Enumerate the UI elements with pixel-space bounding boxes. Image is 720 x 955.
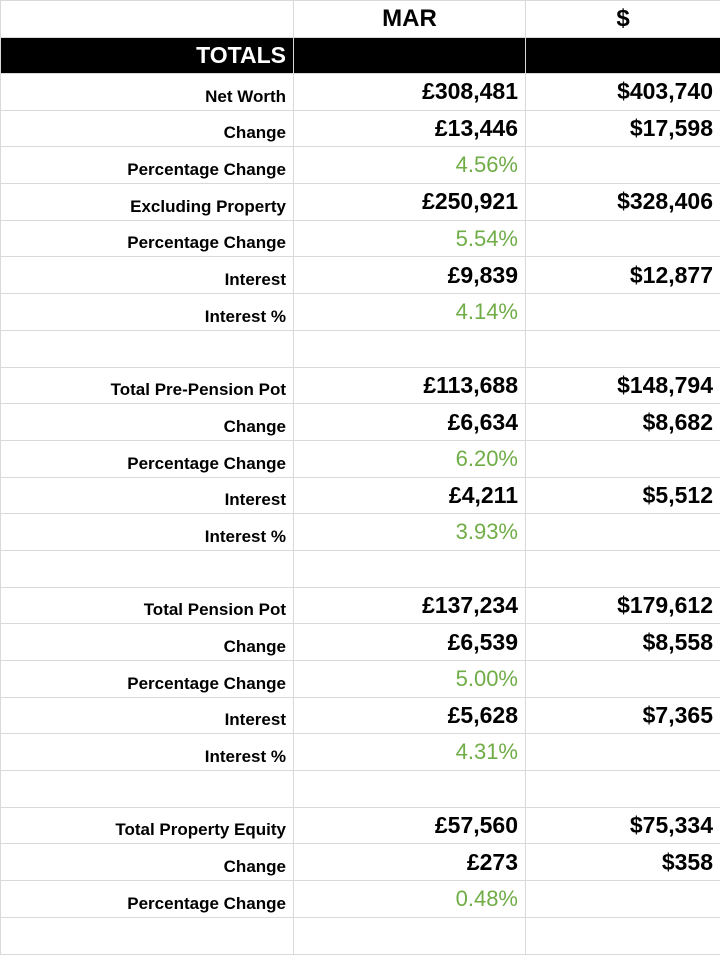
row-label-cell[interactable]: Interest	[1, 257, 294, 294]
header-month-cell[interactable]: MAR	[294, 1, 526, 38]
row-label-cell[interactable]: Percentage Change	[1, 147, 294, 184]
usd-value-cell[interactable]: $403,740	[526, 74, 720, 111]
gbp-value-cell[interactable]: £9,839	[294, 257, 526, 294]
gbp-percent-cell[interactable]: 4.14%	[294, 294, 526, 331]
usd-value-cell[interactable]	[526, 330, 720, 367]
usd-value-cell[interactable]	[526, 661, 720, 698]
table-row	[1, 257, 720, 294]
usd-value-cell[interactable]: $179,612	[526, 587, 720, 624]
blank-row	[1, 771, 720, 808]
gbp-value-cell[interactable]: £57,560	[294, 807, 526, 844]
gbp-percent-cell[interactable]: 4.56%	[294, 147, 526, 184]
gbp-value-cell[interactable]: £137,234	[294, 587, 526, 624]
gbp-value-cell[interactable]: £308,481	[294, 74, 526, 111]
table-row	[1, 697, 720, 734]
table-row	[1, 404, 720, 441]
table-row	[1, 367, 720, 404]
usd-value-cell[interactable]: $7,365	[526, 697, 720, 734]
blank-row	[1, 330, 720, 367]
blank-row	[1, 550, 720, 587]
table-row	[1, 184, 720, 221]
gbp-percent-cell[interactable]: 5.00%	[294, 661, 526, 698]
table-row	[1, 881, 720, 918]
row-label-cell[interactable]: Interest	[1, 697, 294, 734]
usd-value-cell[interactable]	[526, 514, 720, 551]
row-label-cell[interactable]: Change	[1, 110, 294, 147]
row-label-cell[interactable]: Total Pre-Pension Pot	[1, 367, 294, 404]
gbp-value-cell[interactable]: £113,688	[294, 367, 526, 404]
row-label-cell[interactable]: Interest	[1, 477, 294, 514]
usd-value-cell[interactable]: $12,877	[526, 257, 720, 294]
row-label-cell[interactable]: Percentage Change	[1, 881, 294, 918]
usd-value-cell[interactable]	[526, 550, 720, 587]
table-row	[1, 624, 720, 661]
row-label-cell[interactable]	[1, 917, 294, 954]
usd-value-cell[interactable]: $358	[526, 844, 720, 881]
gbp-value-cell[interactable]	[294, 550, 526, 587]
row-label-cell[interactable]	[1, 550, 294, 587]
table-row	[1, 514, 720, 551]
table-row	[1, 110, 720, 147]
usd-value-cell[interactable]	[526, 771, 720, 808]
header-currency-cell[interactable]: $	[526, 1, 720, 38]
usd-value-cell[interactable]: $17,598	[526, 110, 720, 147]
row-label-cell[interactable]: Change	[1, 404, 294, 441]
usd-value-cell[interactable]: $8,682	[526, 404, 720, 441]
header-label-cell[interactable]	[1, 1, 294, 38]
usd-value-cell[interactable]	[526, 220, 720, 257]
gbp-percent-cell[interactable]: 6.20%	[294, 440, 526, 477]
blank-row	[1, 917, 720, 954]
section-title-cell[interactable]: TOTALS	[1, 38, 294, 74]
gbp-value-cell[interactable]: £273	[294, 844, 526, 881]
usd-value-cell[interactable]	[526, 917, 720, 954]
usd-value-cell[interactable]: $148,794	[526, 367, 720, 404]
usd-value-cell[interactable]: $5,512	[526, 477, 720, 514]
row-label-cell[interactable]: Interest %	[1, 294, 294, 331]
table-row	[1, 661, 720, 698]
gbp-percent-cell[interactable]: 5.54%	[294, 220, 526, 257]
usd-value-cell[interactable]: $8,558	[526, 624, 720, 661]
gbp-percent-cell[interactable]: 0.48%	[294, 881, 526, 918]
gbp-value-cell[interactable]	[294, 330, 526, 367]
row-label-cell[interactable]: Excluding Property	[1, 184, 294, 221]
sheet-body	[1, 1, 720, 955]
usd-value-cell[interactable]	[526, 147, 720, 184]
table-row	[1, 807, 720, 844]
usd-value-cell[interactable]	[526, 881, 720, 918]
gbp-value-cell[interactable]: £5,628	[294, 697, 526, 734]
section-header-row	[1, 38, 720, 74]
table-row	[1, 74, 720, 111]
row-label-cell[interactable]: Interest %	[1, 734, 294, 771]
table-row	[1, 587, 720, 624]
section-fill-cell[interactable]	[526, 38, 720, 74]
table-row	[1, 477, 720, 514]
usd-value-cell[interactable]	[526, 734, 720, 771]
usd-value-cell[interactable]: $328,406	[526, 184, 720, 221]
row-label-cell[interactable]: Change	[1, 624, 294, 661]
row-label-cell[interactable]: Percentage Change	[1, 661, 294, 698]
table-row	[1, 844, 720, 881]
table-row	[1, 440, 720, 477]
row-label-cell[interactable]: Total Property Equity	[1, 807, 294, 844]
gbp-value-cell[interactable]: £6,634	[294, 404, 526, 441]
gbp-value-cell[interactable]: £13,446	[294, 110, 526, 147]
table-row	[1, 147, 720, 184]
section-fill-cell[interactable]	[294, 38, 526, 74]
column-header-row	[1, 1, 720, 38]
row-label-cell[interactable]: Percentage Change	[1, 440, 294, 477]
gbp-value-cell[interactable]: £6,539	[294, 624, 526, 661]
row-label-cell[interactable]: Change	[1, 844, 294, 881]
table-row	[1, 734, 720, 771]
row-label-cell[interactable]	[1, 771, 294, 808]
gbp-value-cell[interactable]: £250,921	[294, 184, 526, 221]
usd-value-cell[interactable]	[526, 294, 720, 331]
gbp-value-cell[interactable]: £4,211	[294, 477, 526, 514]
usd-value-cell[interactable]: $75,334	[526, 807, 720, 844]
row-label-cell[interactable]: Net Worth	[1, 74, 294, 111]
table-row	[1, 294, 720, 331]
table-row	[1, 220, 720, 257]
gbp-percent-cell[interactable]: 4.31%	[294, 734, 526, 771]
usd-value-cell[interactable]	[526, 440, 720, 477]
gbp-value-cell[interactable]	[294, 771, 526, 808]
row-label-cell[interactable]: Percentage Change	[1, 220, 294, 257]
row-label-cell[interactable]: Interest %	[1, 514, 294, 551]
gbp-percent-cell[interactable]: 3.93%	[294, 514, 526, 551]
gbp-value-cell[interactable]	[294, 917, 526, 954]
row-label-cell[interactable]: Total Pension Pot	[1, 587, 294, 624]
row-label-cell[interactable]	[1, 330, 294, 367]
